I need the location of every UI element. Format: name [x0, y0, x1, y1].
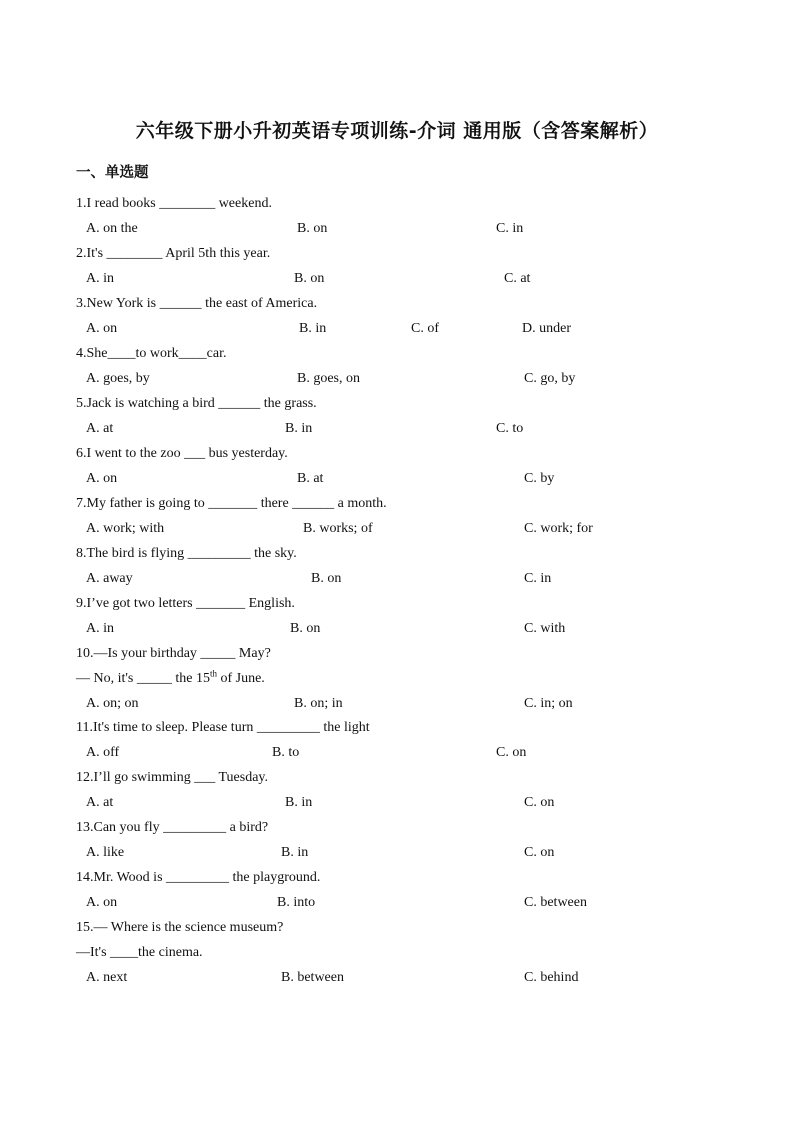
q2-option-b: B. on: [294, 271, 325, 286]
q15-option-c: C. behind: [524, 970, 579, 985]
q13-option-a: A. like: [86, 845, 125, 860]
q13-option-c: C. on: [524, 845, 555, 860]
q1-option-c: C. in: [496, 221, 524, 236]
question-10-reply: [76, 670, 265, 688]
question-14: 14.Mr. Wood is _________ the playground.: [76, 870, 321, 885]
question-5: 5.Jack is watching a bird ______ the grass.: [76, 396, 317, 411]
q8-option-a: A. away: [86, 571, 133, 586]
q15-option-b: B. between: [281, 970, 344, 985]
question-9: 9.I’ve got two letters _______ English.: [76, 596, 295, 611]
q7-option-a: A. work; with: [86, 521, 165, 536]
question-15: 15.— Where is the science museum?: [76, 920, 284, 935]
ordinal-suffix: th: [209, 668, 217, 679]
reply-text: — No, it's _____ the 15: [76, 671, 210, 686]
q14-option-a: A. on: [86, 895, 118, 910]
q10-option-c: C. in; on: [524, 696, 573, 711]
q6-option-c: C. by: [524, 471, 555, 486]
q5-option-b: B. in: [285, 421, 313, 436]
q7-option-b: B. works; of: [303, 521, 373, 536]
q9-option-b: B. on: [290, 621, 321, 636]
q9-option-a: A. in: [86, 621, 114, 636]
question-15-reply: —It's ____the cinema.: [76, 945, 203, 960]
q6-option-b: B. at: [297, 471, 324, 486]
page-title: 六年级下册小升初英语专项训练-介词 通用版（含答案解析）: [135, 120, 659, 142]
question-12: 12.I’ll go swimming ___ Tuesday.: [76, 770, 268, 785]
q5-option-c: C. to: [496, 421, 524, 436]
q7-option-c: C. work; for: [524, 521, 593, 536]
q11-option-a: A. off: [86, 745, 120, 760]
q8-option-b: B. on: [311, 571, 342, 586]
q12-option-b: B. in: [285, 795, 313, 810]
q1-option-b: B. on: [297, 221, 328, 236]
q3-option-d: D. under: [522, 321, 571, 336]
question-2: 2.It's ________ April 5th this year.: [76, 246, 271, 261]
q3-option-a: A. on: [86, 321, 118, 336]
q10-option-b: B. on; in: [294, 696, 343, 711]
reply-text-end: of June.: [216, 671, 265, 686]
section-heading: 一、单选题: [76, 165, 149, 181]
q2-option-c: C. at: [504, 271, 531, 286]
q12-option-c: C. on: [524, 795, 555, 810]
question-10: 10.—Is your birthday _____ May?: [76, 646, 271, 661]
q12-option-a: A. at: [86, 795, 114, 810]
q3-option-c: C. of: [411, 321, 439, 336]
question-6: 6.I went to the zoo ___ bus yesterday.: [76, 446, 288, 461]
q3-option-b: B. in: [299, 321, 327, 336]
q1-option-a: A. on the: [86, 221, 138, 236]
q8-option-c: C. in: [524, 571, 552, 586]
q11-option-b: B. to: [272, 745, 300, 760]
q14-option-b: B. into: [277, 895, 316, 910]
q10-option-a: A. on; on: [86, 696, 139, 711]
q6-option-a: A. on: [86, 471, 118, 486]
q2-option-a: A. in: [86, 271, 114, 286]
q5-option-a: A. at: [86, 421, 114, 436]
question-8: 8.The bird is flying _________ the sky.: [76, 546, 297, 561]
question-7: 7.My father is going to _______ there ______ a month.: [76, 496, 387, 511]
q4-option-c: C. go, by: [524, 371, 576, 386]
question-4: 4.She____to work____car.: [76, 346, 227, 361]
q15-option-a: A. next: [86, 970, 128, 985]
question-3: 3.New York is ______ the east of America.: [76, 296, 318, 311]
q4-option-b: B. goes, on: [297, 371, 360, 386]
question-1: 1.I read books ________ weekend.: [76, 196, 272, 211]
question-13: 13.Can you fly _________ a bird?: [76, 820, 269, 835]
question-11: 11.It's time to sleep. Please turn _________ the light: [76, 720, 370, 735]
q14-option-c: C. between: [524, 895, 587, 910]
q11-option-c: C. on: [496, 745, 527, 760]
q13-option-b: B. in: [281, 845, 309, 860]
q4-option-a: A. goes, by: [86, 371, 150, 386]
q9-option-c: C. with: [524, 621, 566, 636]
